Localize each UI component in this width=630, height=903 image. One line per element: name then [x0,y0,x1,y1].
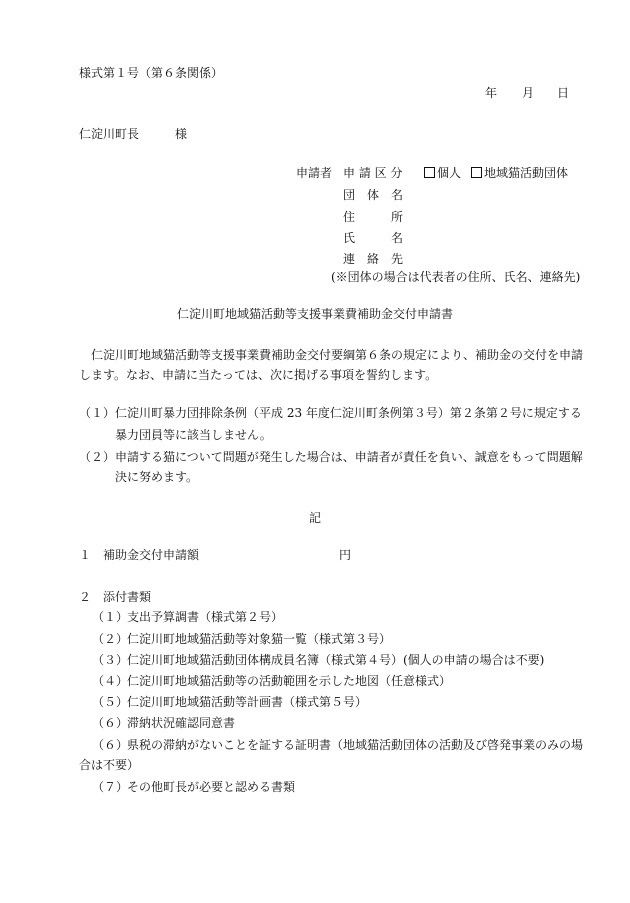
attachment-num: （５） [92,695,129,709]
pledge-1-line-1: （１）仁淀川町暴力団排除条例（平成 23 年度仁淀川町条例第３号）第２条第２号に規定する [79,406,582,420]
ki-heading: 記 [308,511,321,525]
attachment-text: その他町長が必要と認める書類 [127,780,296,794]
section-2-label: ２ 添付書類 [79,590,152,604]
attachment-num: （６） [92,716,129,730]
group-name-label: 団 体 名 [343,188,404,202]
form-number: 様式第１号（第６条関係） [79,66,224,80]
address-label: 住 所 [343,210,404,224]
attachment-text: 仁淀川町地域猫活動等計画書（様式第５号） [127,695,368,709]
individual-label: 個人 [437,166,462,180]
attachment-text: 滞納状況確認同意書 [127,716,236,730]
date-day-label: 日 [557,86,570,100]
pledge-2-line-2: 決に努めます。 [115,470,199,484]
attachment-text: 仁淀川町地域猫活動等対象猫一覧（様式第３号） [127,632,392,646]
document-title: 仁淀川町地域猫活動等支援事業費補助金交付申請書 [176,307,453,321]
applicant-label: 申請者 [296,166,333,180]
pledge-2-line-1: （２）申請する猫について問題が発生した場合は、申請者が責任を負い、誠意をもって問題解 [79,450,583,464]
attachment-num: （１） [92,610,129,624]
attachment-text: 仁淀川町地域猫活動等の活動範囲を示した地図（任意様式） [127,674,452,688]
section-1-label: １ 補助金交付申請額 [79,548,200,562]
option-individual[interactable] [424,166,461,180]
attachment-text: 支出予算調書（様式第２号） [127,610,284,624]
attachment-num: （２） [92,632,129,646]
attachment-text: 県税の滞納がないことを証する証明書（地域猫活動団体の活動及び啓発事業のみの場 [127,738,584,752]
applicant-note: (※団体の場合は代表者の住所、氏名、連絡先) [331,270,581,284]
attachment-num: （３） [92,653,129,667]
addressee-name: 仁淀川町長 [79,127,140,141]
contact-label: 連 絡 先 [343,252,404,266]
attachment-text-continued: 合は不要） [79,758,140,772]
group-label: 地域猫活動団体 [484,166,569,180]
individual-checkbox[interactable] [424,167,435,178]
attachment-text: 仁淀川町地域猫活動団体構成員名簿（様式第４号）(個人の申請の場合は不要) [127,653,545,667]
date-month-label: 月 [522,86,535,100]
date-year-label: 年 [485,86,498,100]
body-line-2: します。なお、申請に当たっては、次に掲げる事項を誓約します。 [79,368,438,382]
pledge-1-line-2: 暴力団員等に該当しません。 [115,428,272,442]
attachment-num: （４） [92,674,129,688]
section-1-unit: 円 [339,548,352,562]
name-label: 氏 名 [343,231,404,245]
attachment-num: （６） [92,738,129,752]
option-group[interactable] [471,166,568,180]
addressee-honorific: 様 [175,127,188,141]
group-checkbox[interactable] [471,167,482,178]
attachment-num: （７） [92,780,129,794]
body-line-1: 仁淀川町地域猫活動等支援事業費補助金交付要綱第６条の規定により、補助金の交付を申請 [91,348,584,362]
category-label: 申 請 区 分 [343,166,403,180]
